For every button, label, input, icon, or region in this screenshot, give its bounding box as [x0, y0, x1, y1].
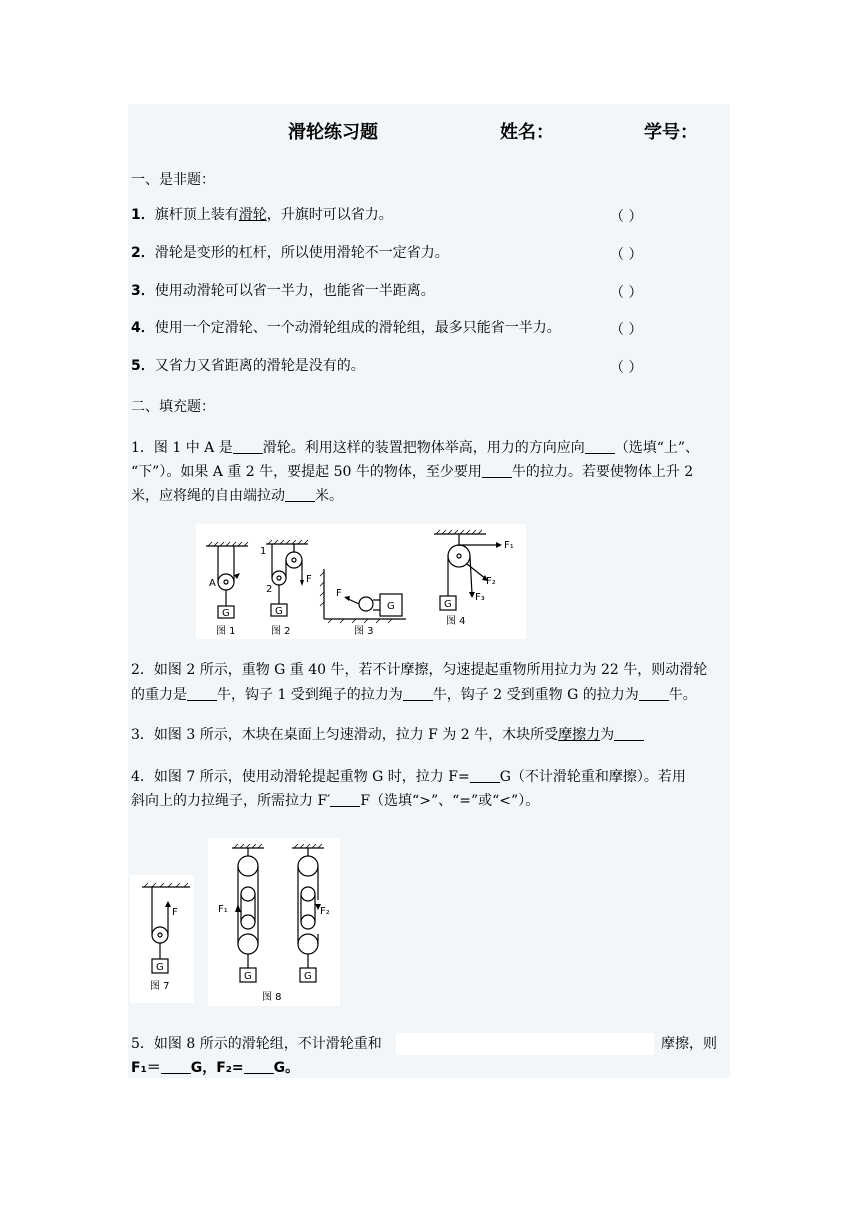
fig7-caption: 图 7 — [150, 981, 170, 992]
blank[interactable] — [482, 463, 512, 478]
fill-q4-line1: 4．如图 7 所示，使用动滑轮提起重物 G 时，拉力 F= G（不计滑轮重和摩擦）。若用 — [131, 769, 686, 785]
fig8-left-weight-label: G — [244, 971, 252, 982]
student-id-label: 学号： — [644, 122, 698, 143]
fig3-weight-label: G — [387, 601, 395, 612]
fig2-hook1-label: 1 — [260, 546, 267, 557]
blank[interactable] — [285, 487, 315, 502]
blank[interactable] — [403, 686, 433, 701]
fig2-caption: 图 2 — [271, 626, 291, 637]
fig2-weight-label: G — [275, 606, 283, 617]
name-label: 姓名： — [500, 122, 554, 143]
fig4-f3-label: F₃ — [475, 592, 485, 603]
fig7-weight-label: G — [156, 962, 164, 973]
fig8-f2-label: F₂ — [320, 906, 330, 917]
judge-item-3: 3．使用动滑轮可以省一半力，也能省一半距离。 — [131, 283, 435, 299]
judge-item-1: 1．旗杆顶上装有滑轮，升旗时可以省力。 — [131, 207, 393, 223]
fig1-pulley-label: A — [209, 578, 216, 589]
fig4-f1-label: F₁ — [504, 540, 514, 551]
fig4-f2-label: F₂ — [486, 576, 496, 587]
friction-link[interactable]: 摩擦力 — [558, 727, 601, 743]
blank[interactable] — [233, 439, 263, 454]
whiteout-area — [396, 1033, 654, 1055]
fig7-force-label: F — [172, 907, 178, 918]
fill-q1-line1: 1．图 1 中 A 是 滑轮。利用这样的装置把物体举高，用力的方向应向 （选填“上”、 — [131, 440, 700, 456]
figures-1-4-diagram — [196, 524, 526, 639]
fig8-caption: 图 8 — [262, 992, 282, 1003]
figure-row-1 — [196, 524, 526, 639]
fig2-force-label: F — [306, 574, 312, 585]
blank[interactable] — [614, 726, 644, 741]
judge-mark-1: （ ） — [610, 209, 643, 225]
figure-8 — [208, 838, 340, 1006]
judge-mark-4: （ ） — [610, 322, 643, 338]
judge-item-2: 2．滑轮是变形的杠杆，所以使用滑轮不一定省力。 — [131, 245, 449, 261]
blank[interactable] — [187, 686, 217, 701]
blank[interactable] — [161, 1059, 191, 1074]
fill-q5-line2: F₁＝ G，F₂= G。 — [131, 1060, 300, 1076]
fill-q2-line1: 2．如图 2 所示，重物 G 重 40 牛，若不计摩擦，匀速提起重物所用拉力为 22 牛，则动滑轮 — [131, 662, 708, 678]
fill-q2-line2: 的重力是 牛，钩子 1 受到绳子的拉力为 牛，钩子 2 受到重物 G 的拉力为 牛。 — [131, 687, 697, 703]
page-title: 滑轮练习题 — [288, 122, 378, 143]
blank[interactable] — [470, 768, 500, 783]
blank[interactable] — [330, 792, 360, 807]
pulley-link[interactable]: 滑轮 — [238, 207, 267, 223]
fig1-weight-label: G — [222, 608, 230, 619]
fig4-caption: 图 4 — [446, 616, 466, 627]
fill-q1-line3: 米，应将绳的自由端拉动 米。 — [131, 488, 343, 504]
fig4-weight-label: G — [444, 599, 452, 610]
figure-7 — [130, 875, 194, 1003]
section2-heading: 二、填充题： — [131, 399, 215, 415]
fig3-force-label: F — [336, 588, 342, 599]
fig1-caption: 图 1 — [216, 626, 236, 637]
fig8-diagram — [208, 838, 340, 1006]
fig8-f1-label: F₁ — [218, 904, 228, 915]
judge-item-4: 4．使用一个定滑轮、一个动滑轮组成的滑轮组，最多只能省一半力。 — [131, 320, 561, 336]
fig7-diagram — [130, 875, 194, 1003]
section1-heading: 一、是非题： — [131, 172, 215, 188]
judge-mark-3: （ ） — [610, 285, 643, 301]
blank[interactable] — [639, 686, 669, 701]
fill-q1-line2: “下”）。如果 A 重 2 牛，要提起 50 牛的物体，至少要用 牛的拉力。若要使物体上升 2 — [131, 464, 694, 480]
fig2-hook2-label: 2 — [266, 584, 273, 595]
fill-q5-line1-left: 5．如图 8 所示的滑轮组，不计滑轮重和 — [131, 1036, 382, 1052]
judge-mark-2: （ ） — [610, 247, 643, 263]
blank[interactable] — [244, 1059, 274, 1074]
fig8-right-weight-label: G — [304, 971, 312, 982]
judge-mark-5: （ ） — [610, 360, 643, 376]
fill-q4-line2: 斜向上的力拉绳子，所需拉力 F′ F（选填“>”、“=”或“<”）。 — [131, 793, 540, 809]
blank[interactable] — [585, 439, 615, 454]
judge-item-5: 5．又省力又省距离的滑轮是没有的。 — [131, 358, 365, 374]
fill-q5-line1-right: 摩擦，则 — [661, 1036, 717, 1052]
fill-q3: 3．如图 3 所示，木块在桌面上匀速滑动，拉力 F 为 2 牛，木块所受摩擦力为 — [131, 724, 644, 746]
fig3-caption: 图 3 — [354, 626, 374, 637]
